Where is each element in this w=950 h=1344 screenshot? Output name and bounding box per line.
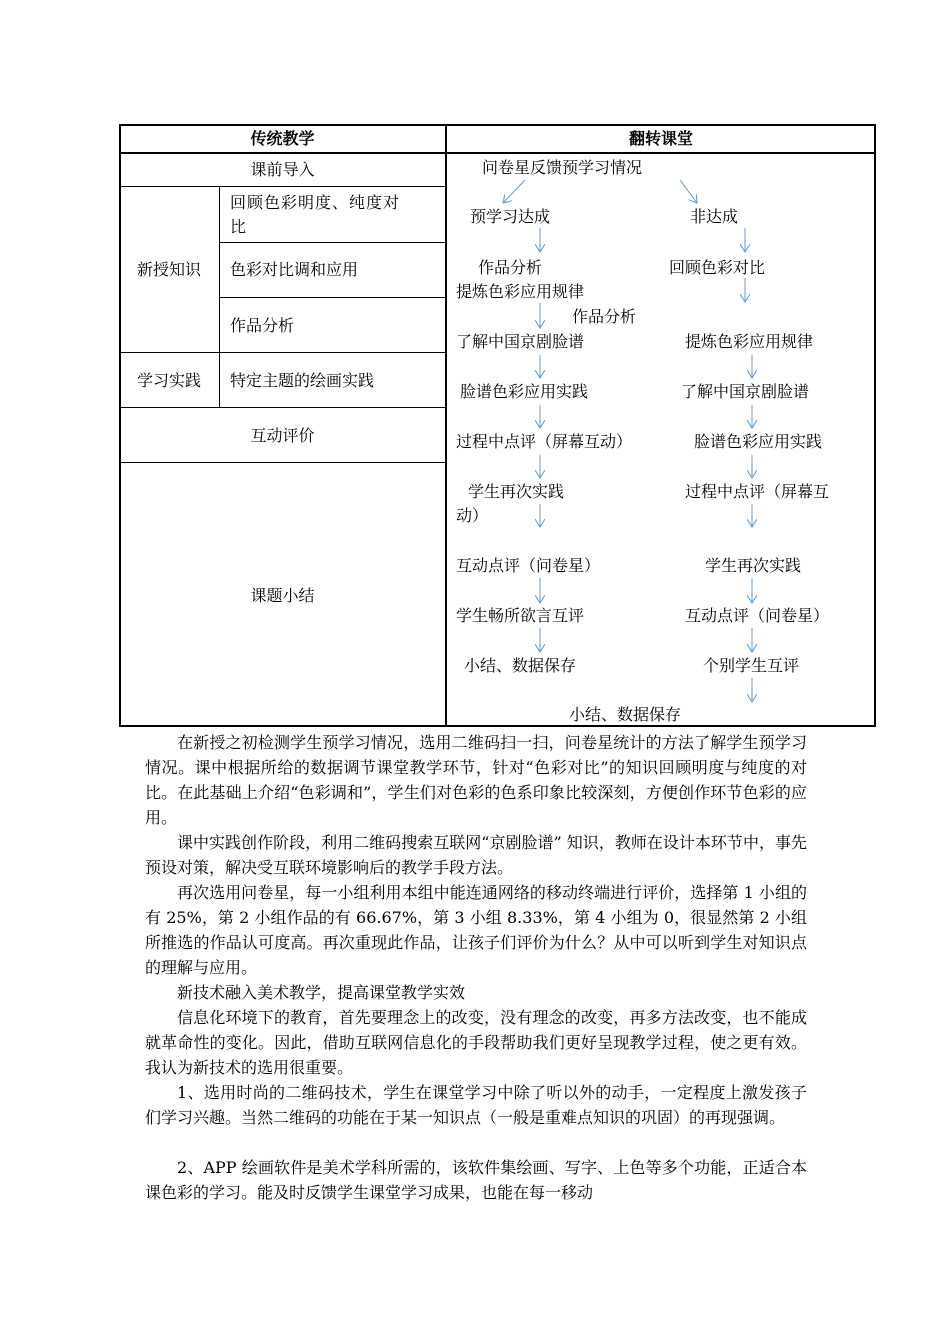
flow-right-survey-review: 互动点评（问卷星）: [685, 606, 830, 625]
flow-right-rules: 提炼色彩应用规律: [685, 332, 814, 351]
flow-right-not-achieved: 非达成: [690, 207, 739, 226]
flow-right-review: 回顾色彩对比: [669, 258, 766, 277]
flow-right-opera: 了解中国京剧脸谱: [681, 382, 810, 401]
row-divider: [119, 462, 446, 463]
row-divider: [119, 407, 446, 408]
flow-right-summary: 小结、数据保存: [569, 705, 682, 724]
flow-wrap-continuation: 动）: [456, 506, 489, 525]
table-border-right: [874, 124, 876, 727]
cell-intro: 课前导入: [250, 160, 315, 179]
cell-work-analysis: 作品分析: [230, 316, 295, 335]
flow-left-survey-review: 互动点评（问卷星）: [456, 556, 601, 575]
row-divider: [119, 352, 446, 353]
paragraph-app-drawing: 2、APP 绘画软件是美术学科所需的，该软件集绘画、写字、上色等多个功能，正适合本课色彩的学习。能及时反馈学生课堂学习成果，也能在每一移动: [145, 1158, 807, 1202]
flow-left-screen-review: 过程中点评（屏幕互动）: [456, 432, 633, 451]
paragraph-qr-code: 1、选用时尚的二维码技术，学生在课堂学习中除了听以外的动手，一定程度上激发孩子们学习兴趣。当然二维码的功能在于某一知识点（一般是重难点知识的巩固）的再现强调。: [145, 1083, 807, 1127]
flow-left-mask-practice: 脸谱色彩应用实践: [460, 382, 589, 401]
row-divider: [219, 242, 446, 243]
cell-color-harmony: 色彩对比调和应用: [230, 260, 359, 279]
flow-right-screen-review: 过程中点评（屏幕互: [685, 482, 830, 501]
table-border-bottom: [119, 725, 876, 727]
row-divider: [219, 297, 446, 298]
table-header-divider: [119, 152, 876, 154]
flow-right-analysis: 作品分析: [572, 307, 637, 326]
paragraph-survey-evaluation: 再次选用问卷星，每一小组利用本组中能连通网络的移动终端进行评价，选择第 1 小组的有 25%，第 2 小组作品的有 66.67%，第 3 小组 8.33%，第 4 小组为 0，很显然第 2 小组所推选的作品认可度高。再次重现此作品，让孩子们评价为什么？从中可以听到学生对知识点的理解与应用。: [145, 883, 807, 977]
flow-left-rules: 提炼色彩应用规律: [456, 282, 585, 301]
table-border-top: [119, 124, 876, 126]
cell-summary: 课题小结: [250, 586, 315, 605]
flow-right-individual-review: 个别学生互评: [703, 656, 800, 675]
flow-left-opera: 了解中国京剧脸谱: [456, 332, 585, 351]
flow-left-repractice: 学生再次实践: [468, 482, 565, 501]
row-divider: [119, 186, 446, 187]
cell-review-contrast-cont: 比: [230, 217, 247, 236]
paragraph-practice-stage: 课中实践创作阶段，利用二维码搜索互联网“京剧脸谱” 知识，教师在设计本环节中，事先预设对策，解决受互联环境影响后的教学手段方法。: [145, 833, 807, 877]
cell-practice: 学习实践: [136, 371, 201, 390]
group-divider: [219, 186, 220, 407]
cell-new-knowledge: 新授知识: [136, 260, 201, 279]
cell-theme-painting: 特定主题的绘画实践: [230, 371, 375, 390]
section-heading: 新技术融入美术教学，提高课堂教学实效: [177, 983, 466, 1002]
header-flipped: 翻转课堂: [628, 129, 693, 148]
flow-left-achieved: 预学习达成: [470, 207, 551, 226]
paragraph-informatization: 信息化环境下的教育，首先要理念上的改变，没有理念的改变，再多方法改变，也不能成就革命性的变化。因此，借助互联网信息化的手段帮助我们更好呈现教学过程，使之更有效。我认为新技术的选用很重要。: [145, 1008, 807, 1077]
flow-left-peer-review: 学生畅所欲言互评: [456, 606, 585, 625]
cell-review-contrast: 回顾色彩明度、纯度对: [230, 193, 401, 212]
flow-left-analysis: 作品分析: [478, 258, 543, 277]
flow-right-mask-practice: 脸谱色彩应用实践: [694, 432, 823, 451]
flow-right-repractice: 学生再次实践: [705, 556, 802, 575]
header-traditional: 传统教学: [250, 129, 315, 148]
cell-interactive-eval: 互动评价: [250, 426, 315, 445]
paragraph-pre-assessment: 在新授之初检测学生预学习情况，选用二维码扫一扫，问卷星统计的方法了解学生预学习情况。课中根据所给的数据调节课堂教学环节，针对“色彩对比”的知识回顾明度与纯度的对比。在此基础上介绍“色彩调和”，学生们对色彩的色系印象比较深刻，方便创作环节色彩的应用。: [145, 733, 807, 827]
flow-left-summary: 小结、数据保存: [464, 656, 577, 675]
flow-start: 问卷星反馈预学习情况: [482, 158, 643, 177]
